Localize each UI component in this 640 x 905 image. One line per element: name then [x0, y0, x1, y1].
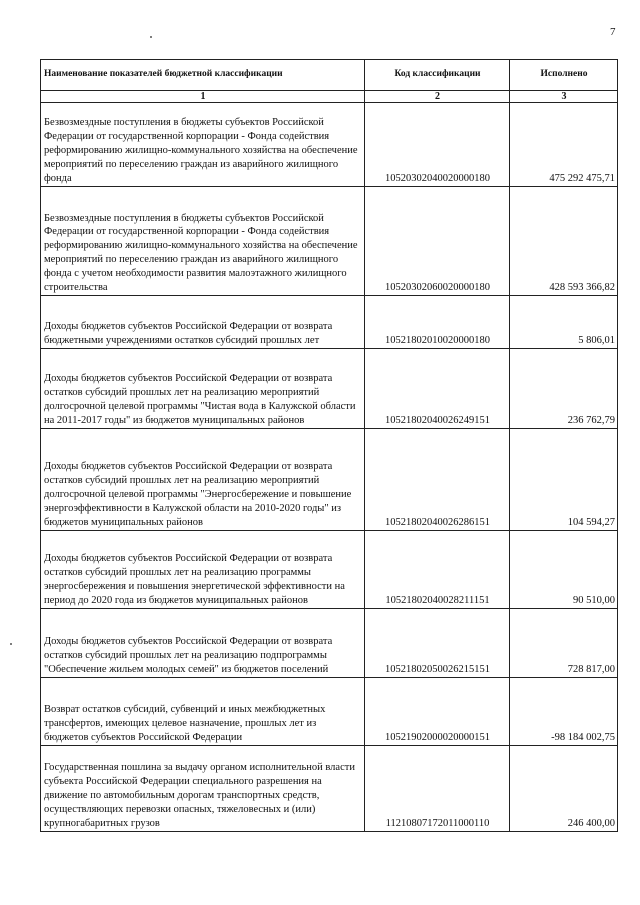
table-row	[41, 531, 618, 609]
table-header-row	[41, 60, 618, 91]
row-executed: 428 593 366,82	[510, 187, 618, 296]
row-code: 10520302040020000180	[365, 103, 510, 187]
column-number: 2	[365, 91, 510, 103]
row-name: Доходы бюджетов субъектов Российской Федерации от возврата остатков субсидий прошлых лет на реализацию мероприятий долгосрочной целевой программы "Чистая вода в Калужской области на 2011-2017 годы" из бюджетов муниципальных районов	[41, 349, 365, 429]
table-row	[41, 103, 618, 187]
row-name: Безвозмездные поступления в бюджеты субъектов Российской Федерации от государственной корпорации - Фонда содействия реформированию жилищно-коммунального хозяйства на обеспечение мероприятий по переселению граждан из аварийного жилищного фонда с учетом необходимости развития малоэтажного жилищного строительства	[41, 187, 365, 296]
table-row	[41, 296, 618, 349]
row-executed: 246 400,00	[510, 746, 618, 832]
row-code: 10521802040028211151	[365, 531, 510, 609]
row-name: Доходы бюджетов субъектов Российской Федерации от возврата бюджетными учреждениями остатков субсидий прошлых лет	[41, 296, 365, 349]
table-row	[41, 609, 618, 678]
row-name: Безвозмездные поступления в бюджеты субъектов Российской Федерации от государственной корпорации - Фонда содействия реформированию жилищно-коммунального хозяйства на обеспечение мероприятий по переселению граждан из аварийного жилищного фонда	[41, 103, 365, 187]
column-number-row	[41, 91, 618, 103]
row-code: 11210807172011000110	[365, 746, 510, 832]
row-executed: -98 184 002,75	[510, 678, 618, 746]
row-code: 10521802040026249151	[365, 349, 510, 429]
row-name: Доходы бюджетов субъектов Российской Федерации от возврата остатков субсидий прошлых лет на реализацию мероприятий долгосрочной целевой программы "Энергосбережение и повышение энергоэффективности в Калужской области на 2010-2020 годы" из бюджетов муниципальных районов	[41, 429, 365, 531]
row-code: 10521802010020000180	[365, 296, 510, 349]
row-executed: 104 594,27	[510, 429, 618, 531]
row-code: 10521802050026215151	[365, 609, 510, 678]
column-number: 3	[510, 91, 618, 103]
page-number: 7	[610, 26, 616, 38]
scan-speck	[10, 643, 12, 645]
header-executed: Исполнено	[510, 60, 618, 91]
table-row	[41, 678, 618, 746]
table-row	[41, 187, 618, 296]
header-code: Код классификации	[365, 60, 510, 91]
table-row	[41, 746, 618, 832]
row-executed: 475 292 475,71	[510, 103, 618, 187]
row-executed: 236 762,79	[510, 349, 618, 429]
row-name: Государственная пошлина за выдачу органом исполнительной власти субъекта Российской Федерации специального разрешения на движение по автомобильным дорогам транспортных средств, осуществляющих перевозки опасных, тяжеловесных и (или) крупногабаритных грузов	[41, 746, 365, 832]
table-row	[41, 349, 618, 429]
row-executed: 728 817,00	[510, 609, 618, 678]
row-code: 10521802040026286151	[365, 429, 510, 531]
header-name: Наименование показателей бюджетной классификации	[41, 60, 365, 91]
column-number: 1	[41, 91, 365, 103]
row-name: Возврат остатков субсидий, субвенций и иных межбюджетных трансфертов, имеющих целевое назначение, прошлых лет из бюджетов субъектов Российской Федерации	[41, 678, 365, 746]
row-code: 10520302060020000180	[365, 187, 510, 296]
row-name: Доходы бюджетов субъектов Российской Федерации от возврата остатков субсидий прошлых лет на реализацию программы энергосбережения и повышения энергетической эффективности на период до 2020 года из бюджетов муниципальных районов	[41, 531, 365, 609]
table-row	[41, 429, 618, 531]
scan-speck	[150, 36, 152, 38]
row-executed: 90 510,00	[510, 531, 618, 609]
row-code: 10521902000020000151	[365, 678, 510, 746]
budget-table	[40, 59, 618, 832]
row-executed: 5 806,01	[510, 296, 618, 349]
row-name: Доходы бюджетов субъектов Российской Федерации от возврата остатков субсидий прошлых лет на реализацию подпрограммы "Обеспечение жильем молодых семей" из бюджетов поселений	[41, 609, 365, 678]
